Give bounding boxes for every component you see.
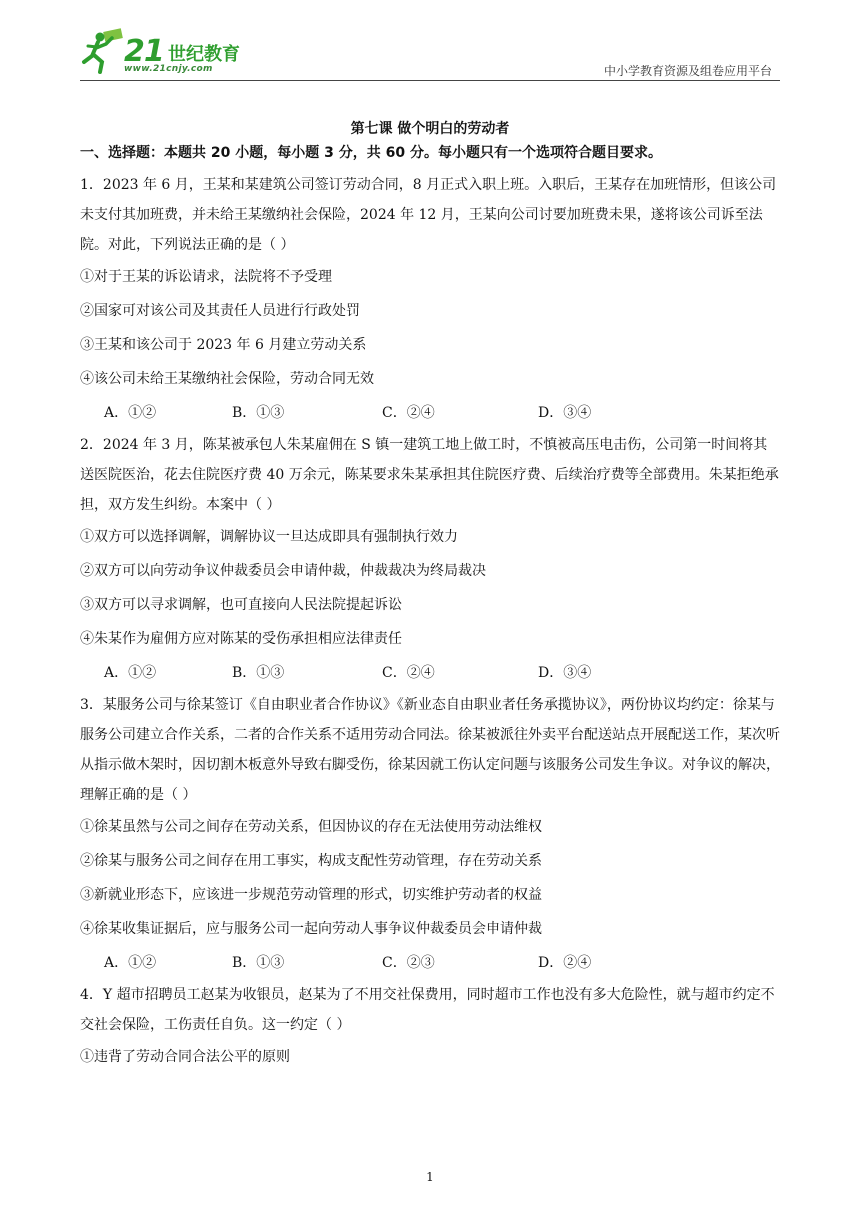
question-stem: 1．2023 年 6 月，王某和某建筑公司签订劳动合同，8 月正式入职上班。入职后，王某存在加班情形，但该公司未支付其加班费，并未给王某缴纳社会保险，2024 年 12 月，王某向公司讨要加班费未果，遂将该公司诉至法院。对此，下列说法正确的是（ ） [80, 177, 777, 253]
choice-d[interactable]: D．③④ [538, 665, 592, 681]
choice-b[interactable]: B．①③ [232, 665, 285, 681]
question-stem: 4．Y 超市招聘员工赵某为收银员，赵某为了不用交社保费用，同时超市工作也没有多大危险性，就与超市约定不交社会保险，工伤责任自负。这一约定（ ） [80, 987, 775, 1033]
statement-option: ③王某和该公司于 2023 年 6 月建立劳动关系 [80, 337, 367, 353]
answer-choices [80, 396, 780, 430]
logo-number: 21 [124, 34, 164, 69]
statement-option: ②徐某与服务公司之间存在用工事实，构成支配性劳动管理，存在劳动关系 [80, 853, 542, 869]
page-title: 第七课 做个明白的劳动者 [350, 121, 510, 137]
question-2 [80, 430, 780, 690]
answer-choices [80, 656, 780, 690]
page-header [80, 28, 780, 80]
choice-b[interactable]: B．①③ [232, 955, 285, 971]
statement-option: ①双方可以选择调解，调解协议一旦达成即具有强制执行效力 [80, 529, 458, 545]
statement-option: ②国家可对该公司及其责任人员进行行政处罚 [80, 303, 360, 319]
statement-option: ④该公司未给王某缴纳社会保险，劳动合同无效 [80, 371, 374, 387]
choice-c[interactable]: C．②④ [382, 665, 435, 681]
answer-choices [80, 946, 780, 980]
runner-logo-icon [80, 28, 126, 76]
question-4 [80, 980, 780, 1074]
question-3 [80, 690, 780, 980]
header-divider [80, 80, 780, 81]
logo-text: 世纪教育 [168, 44, 240, 65]
choice-a[interactable]: A．①② [104, 955, 157, 971]
section-heading: 一、选择题：本题共 20 小题，每小题 3 分，共 60 分。每小题只有一个选项符合题目要求。 [80, 145, 662, 161]
question-stem: 2．2024 年 3 月，陈某被承包人朱某雇佣在 S 镇一建筑工地上做工时，不慎被高压电击伤，公司第一时间将其送医院医治，花去住院医疗费 40 万余元，陈某要求朱某承担其住院医疗费、后续治疗费等全部费用。朱某拒绝承担，双方发生纠纷。本案中（ ） [80, 437, 779, 513]
question-list [80, 170, 780, 1074]
choice-d[interactable]: D．③④ [538, 405, 592, 421]
statement-option: ①对于王某的诉讼请求，法院将不予受理 [80, 269, 332, 285]
question-stem: 3．某服务公司与徐某签订《自由职业者合作协议》《新业态自由职业者任务承揽协议》，两份协议均约定：徐某与服务公司建立合作关系，二者的合作关系不适用劳动合同法。徐某被派往外卖平台配送站点开展配送工作，某次听从指示做木架时，因切割木板意外导致右脚受伤，徐某因就工伤认定问题与该服务公司发生争议。对争议的解决，理解正确的是（ ） [80, 697, 780, 803]
choice-c[interactable]: C．②④ [382, 405, 435, 421]
statement-option: ②双方可以向劳动争议仲裁委员会申请仲裁，仲裁裁决为终局裁决 [80, 563, 486, 579]
statement-option: ③新就业形态下，应该进一步规范劳动管理的形式，切实维护劳动者的权益 [80, 887, 542, 903]
logo [80, 28, 260, 76]
page-number: 1 [426, 1170, 434, 1184]
choice-a[interactable]: A．①② [104, 405, 157, 421]
choice-c[interactable]: C．②③ [382, 955, 435, 971]
question-1 [80, 170, 780, 430]
logo-url: www.21cnjy.com [124, 64, 213, 74]
statement-option: ①徐某虽然与公司之间存在劳动关系，但因协议的存在无法使用劳动法维权 [80, 819, 542, 835]
choice-d[interactable]: D．②④ [538, 955, 592, 971]
statement-option: ①违背了劳动合同合法公平的原则 [80, 1049, 290, 1065]
choice-b[interactable]: B．①③ [232, 405, 285, 421]
statement-option: ④朱某作为雇佣方应对陈某的受伤承担相应法律责任 [80, 631, 402, 647]
platform-label: 中小学教育资源及组卷应用平台 [603, 64, 772, 78]
statement-option: ③双方可以寻求调解，也可直接向人民法院提起诉讼 [80, 597, 402, 613]
statement-option: ④徐某收集证据后，应与服务公司一起向劳动人事争议仲裁委员会申请仲裁 [80, 921, 542, 937]
choice-a[interactable]: A．①② [104, 665, 157, 681]
